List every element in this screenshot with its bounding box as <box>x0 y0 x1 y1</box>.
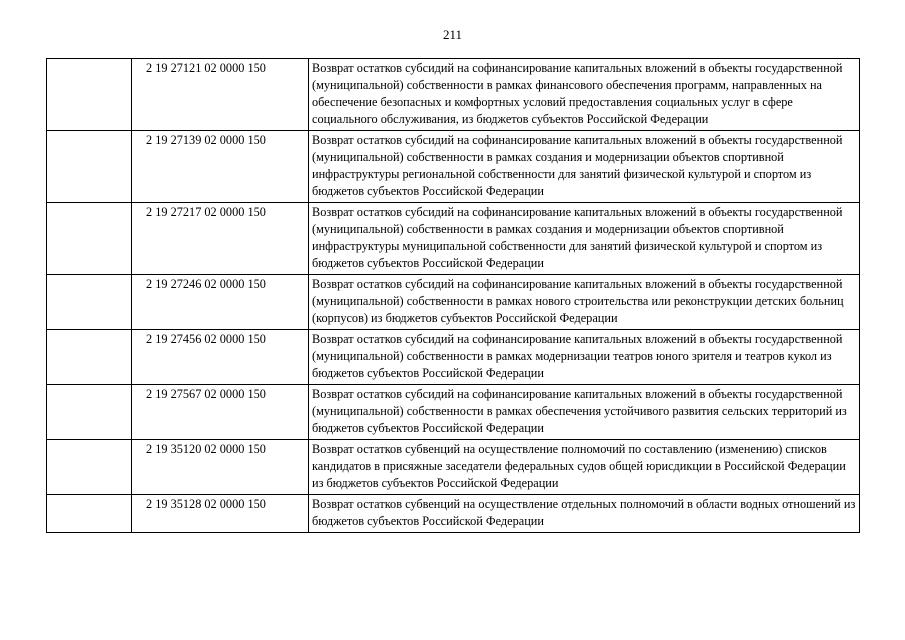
admin-code-cell <box>47 275 132 330</box>
budget-classification-table <box>46 58 860 533</box>
income-code-cell: 2 19 27246 02 0000 150 <box>132 275 309 330</box>
admin-code-cell <box>47 330 132 385</box>
income-code-cell: 2 19 27121 02 0000 150 <box>132 59 309 131</box>
description-cell: Возврат остатков субсидий на софинансирование капитальных вложений в объекты государственной (муниципальной) собственности в рамках создания и модернизации объектов спортивной инфраструктуры региональной собственности для занятий физической культурой и спортом из бюджетов субъектов Российской Федерации <box>309 131 860 203</box>
income-code-cell: 2 19 35120 02 0000 150 <box>132 440 309 495</box>
admin-code-cell <box>47 203 132 275</box>
admin-code-cell <box>47 131 132 203</box>
table-row <box>47 59 860 131</box>
table-row <box>47 440 860 495</box>
income-code-cell: 2 19 27567 02 0000 150 <box>132 385 309 440</box>
income-code-cell: 2 19 35128 02 0000 150 <box>132 495 309 533</box>
admin-code-cell <box>47 385 132 440</box>
description-cell: Возврат остатков субсидий на софинансирование капитальных вложений в объекты государственной (муниципальной) собственности в рамках модернизации театров юного зрителя и театров кукол из бюджетов субъектов Российской Федерации <box>309 330 860 385</box>
table-row <box>47 203 860 275</box>
table-row <box>47 385 860 440</box>
income-code-cell: 2 19 27456 02 0000 150 <box>132 330 309 385</box>
table-row <box>47 495 860 533</box>
description-cell: Возврат остатков субвенций на осуществление отдельных полномочий в области водных отношений из бюджетов субъектов Российской Федерации <box>309 495 860 533</box>
description-cell: Возврат остатков субсидий на софинансирование капитальных вложений в объекты государственной (муниципальной) собственности в рамках создания и модернизации объектов спортивной инфраструктуры муниципальной собственности для занятий физической культурой и спортом из бюджетов субъектов Российской Федерации <box>309 203 860 275</box>
table-row <box>47 330 860 385</box>
income-code-cell: 2 19 27139 02 0000 150 <box>132 131 309 203</box>
description-cell: Возврат остатков субвенций на осуществление полномочий по составлению (изменению) списков кандидатов в присяжные заседатели федеральных судов общей юрисдикции в Российской Федерации из бюджетов субъектов Российской Федерации <box>309 440 860 495</box>
income-code-cell: 2 19 27217 02 0000 150 <box>132 203 309 275</box>
description-cell: Возврат остатков субсидий на софинансирование капитальных вложений в объекты государственной (муниципальной) собственности в рамках обеспечения устойчивого развития сельских территорий из бюджетов субъектов Российской Федерации <box>309 385 860 440</box>
description-cell: Возврат остатков субсидий на софинансирование капитальных вложений в объекты государственной (муниципальной) собственности в рамках финансового обеспечения программ, направленных на обеспечение безопасных и комфортных условий предоставления социальных услуг в сфере социального обслуживания, из бюджетов субъектов Российской Федерации <box>309 59 860 131</box>
description-cell: Возврат остатков субсидий на софинансирование капитальных вложений в объекты государственной (муниципальной) собственности в рамках нового строительства или реконструкции детских больниц (корпусов) из бюджетов субъектов Российской Федерации <box>309 275 860 330</box>
page-number: 211 <box>442 27 463 42</box>
admin-code-cell <box>47 59 132 131</box>
admin-code-cell <box>47 495 132 533</box>
table-row <box>47 131 860 203</box>
admin-code-cell <box>47 440 132 495</box>
table-row <box>47 275 860 330</box>
